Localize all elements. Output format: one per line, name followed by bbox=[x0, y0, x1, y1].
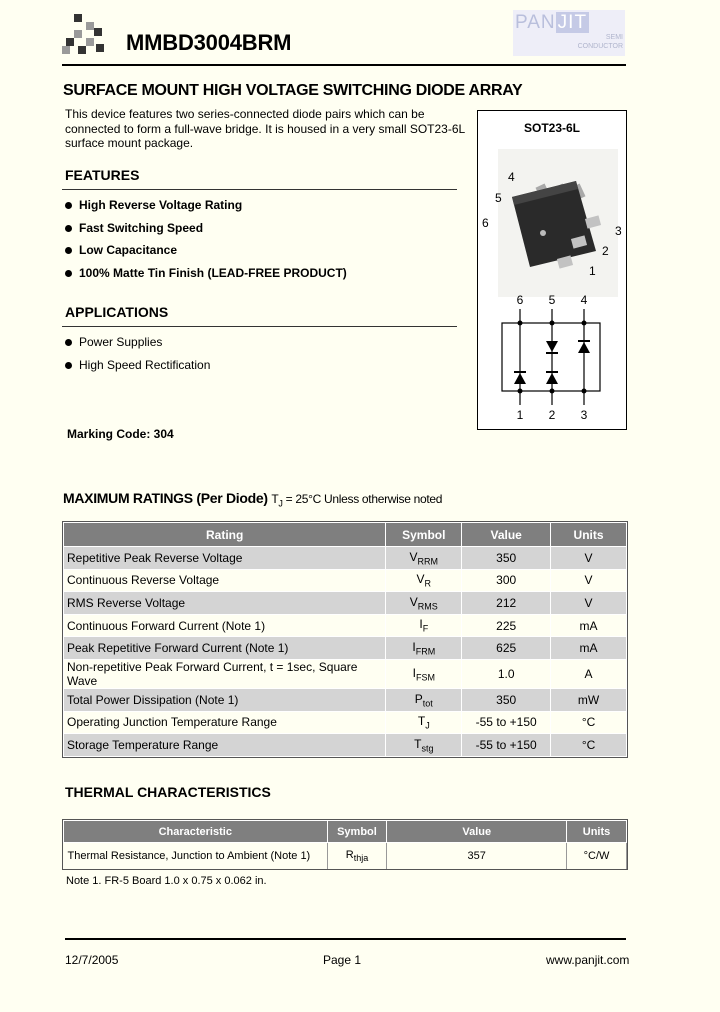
diode-icon bbox=[514, 373, 526, 384]
bullet-icon bbox=[65, 362, 72, 369]
footer-page: Page 1 bbox=[323, 953, 362, 967]
panjit-logo bbox=[513, 10, 625, 56]
bullet-icon bbox=[65, 270, 72, 277]
thermal-table bbox=[63, 820, 627, 869]
table-row: Continuous Forward Current (Note 1) $I_F$ 225 mA bbox=[64, 614, 627, 637]
table-row: Repetitive Peak Reverse Voltage $V_{RRM}$ 350 V bbox=[64, 547, 627, 570]
table-row: Storage Temperature Range $T_{stg}$ -55 to +150 °C bbox=[64, 734, 627, 757]
applications-heading: APPLICATIONS bbox=[65, 304, 169, 320]
bullet-icon bbox=[65, 339, 72, 346]
table-row: Total Power Dissipation (Note 1) $P_{tot}$ 350 mW bbox=[64, 688, 627, 711]
schematic-pin-label: 6 bbox=[516, 293, 524, 307]
brand-sub-1: SEMI bbox=[605, 34, 623, 41]
bullet-icon bbox=[65, 247, 72, 254]
marking-code: Marking Code: 304 bbox=[67, 427, 174, 441]
photo-pin-label: 2 bbox=[602, 244, 609, 258]
diode-icon bbox=[578, 342, 590, 353]
col-header: Symbol bbox=[327, 821, 387, 843]
table-row: Continuous Reverse Voltage $V_R$ 300 V bbox=[64, 569, 627, 592]
col-header: Rating bbox=[64, 523, 386, 547]
list-item: 100% Matte Tin Finish (LEAD-FREE PRODUCT) bbox=[65, 266, 347, 289]
schematic-pin-label: 4 bbox=[580, 293, 588, 307]
footer-website[interactable]: www.panjit.com bbox=[546, 953, 630, 967]
list-item: Power Supplies bbox=[65, 335, 210, 358]
table-header-row bbox=[64, 523, 627, 547]
schematic-pin-label: 2 bbox=[548, 408, 556, 422]
features-divider bbox=[62, 189, 457, 190]
brand-pan: PAN bbox=[515, 12, 556, 33]
schematic-pin-label: 1 bbox=[516, 408, 524, 422]
footer-rule bbox=[65, 938, 626, 940]
package-box bbox=[477, 110, 627, 430]
col-header: Units bbox=[551, 523, 627, 547]
table-row: RMS Reverse Voltage $V_{RMS}$ 212 V bbox=[64, 592, 627, 615]
col-header: Value bbox=[462, 523, 551, 547]
table-row: Peak Repetitive Forward Current (Note 1) $I_{FRM}$ 625 mA bbox=[64, 637, 627, 660]
photo-pin-label: 4 bbox=[508, 170, 515, 184]
ratings-table bbox=[63, 522, 627, 757]
page-title: SURFACE MOUNT HIGH VOLTAGE SWITCHING DIODE ARRAY bbox=[63, 82, 523, 99]
footnote: Note 1. FR-5 Board 1.0 x 0.75 x 0.062 in. bbox=[66, 875, 267, 887]
logo-squares-icon bbox=[62, 14, 106, 54]
col-header: Symbol bbox=[386, 523, 462, 547]
footer-date: 12/7/2005 bbox=[65, 953, 119, 967]
diode-icon bbox=[546, 373, 558, 384]
ratings-condition: $T_J = 25^\circ C$ Unless otherwise noted bbox=[271, 492, 443, 509]
thermal-title: THERMAL CHARACTERISTICS bbox=[65, 784, 271, 800]
pin1-dot bbox=[540, 230, 546, 236]
ratings-title: MAXIMUM RATINGS (Per Diode) $T_J = 25^\circ C$ Unless otherwise noted bbox=[63, 490, 443, 509]
col-header: Value bbox=[387, 821, 567, 843]
table-row: Non-repetitive Peak Forward Current, t = 1sec, Square Wave $I_{FSM}$ 1.0 A bbox=[64, 659, 627, 688]
header-rule bbox=[62, 64, 626, 66]
col-header: Characteristic bbox=[64, 821, 328, 843]
photo-pin-label: 5 bbox=[495, 191, 502, 205]
features-list bbox=[65, 198, 347, 288]
bullet-icon bbox=[65, 225, 72, 232]
photo-pin-label: 6 bbox=[482, 216, 489, 230]
description: This device features two series-connected diode pairs which can be connected to form a full-wave bridge. It is housed in a very small SOT23-6L surface mount package. bbox=[65, 107, 465, 150]
package-title: SOT23-6L bbox=[523, 121, 580, 135]
applications-divider bbox=[62, 326, 457, 327]
features-heading: FEATURES bbox=[65, 167, 140, 183]
brand-jit: JIT bbox=[557, 12, 588, 33]
bullet-icon bbox=[65, 202, 72, 209]
table-row: Thermal Resistance, Junction to Ambient (Note 1) $R_{thja}$ 357 °C/W bbox=[64, 843, 627, 869]
photo-pin-label: 3 bbox=[615, 224, 622, 238]
list-item: Low Capacitance bbox=[65, 243, 347, 266]
brand-sub-2: CONDUCTOR bbox=[577, 43, 623, 50]
diode-icon bbox=[546, 341, 558, 352]
part-number: MMBD3004BRM bbox=[126, 30, 292, 55]
list-item: Fast Switching Speed bbox=[65, 221, 347, 244]
schematic-pin-label: 3 bbox=[580, 408, 588, 422]
list-item: High Reverse Voltage Rating bbox=[65, 198, 347, 221]
col-header: Units bbox=[567, 821, 627, 843]
table-row: Operating Junction Temperature Range $T_J$ -55 to +150 °C bbox=[64, 711, 627, 734]
package-drawing bbox=[478, 141, 626, 429]
applications-list bbox=[65, 335, 210, 380]
photo-pin-label: 1 bbox=[589, 264, 596, 278]
table-header-row bbox=[64, 821, 627, 843]
schematic-pin-label: 5 bbox=[548, 293, 556, 307]
list-item: High Speed Rectification bbox=[65, 358, 210, 381]
